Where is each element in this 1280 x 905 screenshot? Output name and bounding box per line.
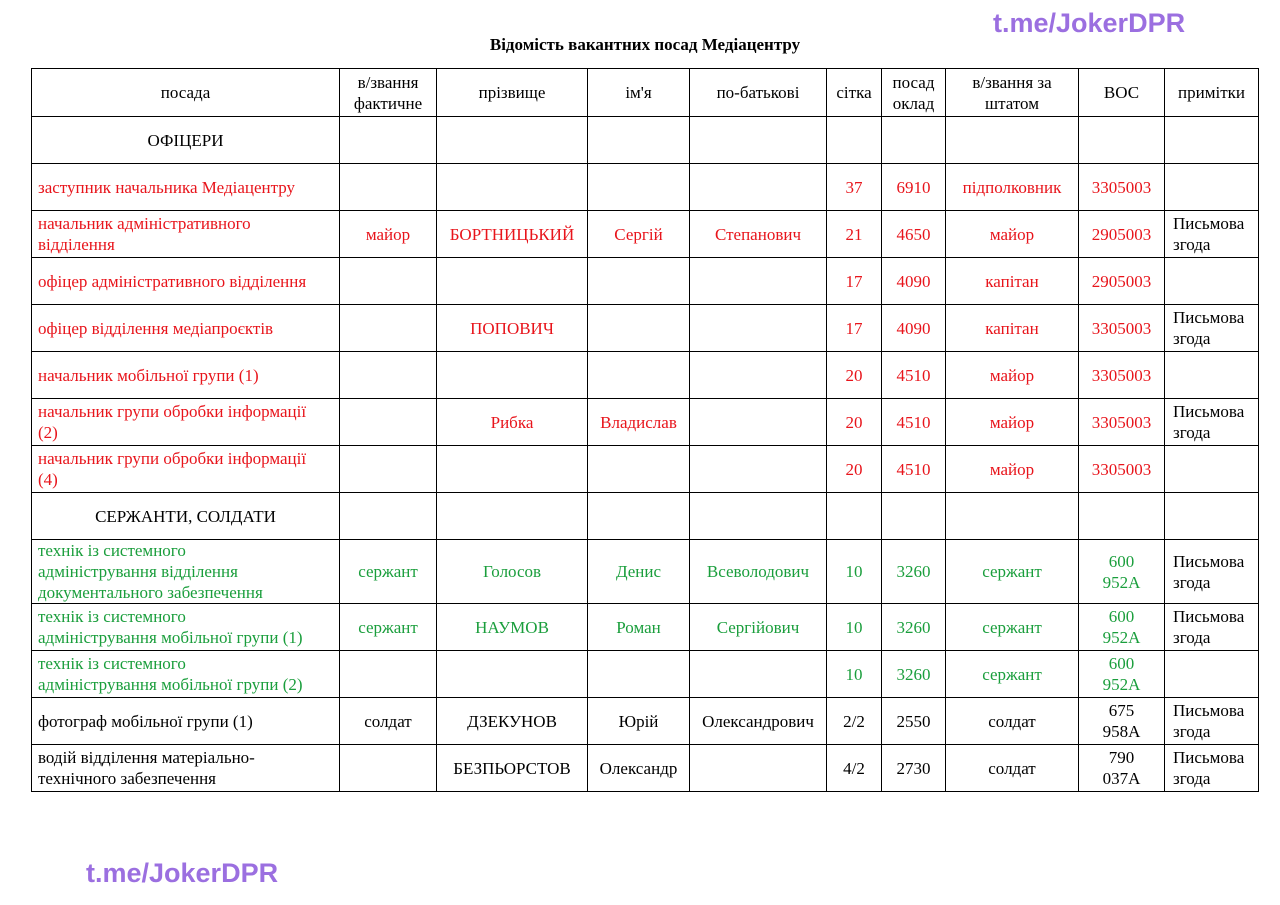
cell-salary: 2550 [882,698,946,745]
cell-patronymic [690,399,827,446]
cell-staff-rank: сержант [946,651,1079,698]
header-grid: сітка [827,69,882,117]
cell-grid: 10 [827,604,882,651]
cell-notes: Письмова згода [1165,399,1259,446]
cell-rank-actual [340,745,437,792]
cell-rank-actual: майор [340,211,437,258]
cell-rank-actual [340,305,437,352]
cell-salary: 4510 [882,399,946,446]
header-surname: прізвище [437,69,588,117]
cell-rank-actual: сержант [340,604,437,651]
table-row [32,745,1259,792]
cell-staff-rank: сержант [946,604,1079,651]
cell-salary: 3260 [882,651,946,698]
cell-position: начальник адміністративного відділення [32,211,340,258]
cell-surname [437,164,588,211]
header-notes: примітки [1165,69,1259,117]
cell-rank-actual [340,258,437,305]
cell-patronymic [690,745,827,792]
cell-vos: 600 952А [1079,540,1165,604]
section-row-officers [32,117,1259,164]
header-patronymic: по-батькові [690,69,827,117]
cell-notes: Письмова згода [1165,211,1259,258]
cell-surname: БОРТНИЦЬКИЙ [437,211,588,258]
watermark-bottom: t.me/JokerDPR [86,858,279,888]
cell-position: заступник начальника Медіацентру [32,164,340,211]
cell-name: Олександр [588,745,690,792]
cell-patronymic [690,651,827,698]
cell-position: начальник мобільної групи (1) [32,352,340,399]
cell-vos: 600 952А [1079,651,1165,698]
cell-salary: 4090 [882,258,946,305]
cell-grid: 20 [827,352,882,399]
cell-surname: БЕЗПЬОРСТОВ [437,745,588,792]
cell-staff-rank: капітан [946,305,1079,352]
cell-grid: 20 [827,446,882,493]
cell-salary: 4650 [882,211,946,258]
cell-surname: ДЗЕКУНОВ [437,698,588,745]
cell-grid: 17 [827,305,882,352]
cell-surname [437,352,588,399]
cell-name: Владислав [588,399,690,446]
cell-surname: ПОПОВИЧ [437,305,588,352]
header-salary: посад оклад [882,69,946,117]
header-position: посада [32,69,340,117]
table-row [32,164,1259,211]
cell-surname: Голосов [437,540,588,604]
cell-rank-actual [340,651,437,698]
cell-vos: 600 952А [1079,604,1165,651]
table-row [32,446,1259,493]
cell-notes [1165,164,1259,211]
cell-rank-actual [340,399,437,446]
cell-staff-rank: сержант [946,540,1079,604]
cell-grid: 10 [827,540,882,604]
cell-name [588,258,690,305]
cell-grid: 2/2 [827,698,882,745]
cell-position: технік із системного адміністрування відділення документального забезпечення [32,540,340,604]
cell-vos: 3305003 [1079,352,1165,399]
cell-vos: 2905003 [1079,258,1165,305]
cell-salary: 3260 [882,540,946,604]
header-name: ім'я [588,69,690,117]
header-rank-actual: в/звання фактичне [340,69,437,117]
cell-patronymic: Всеволодович [690,540,827,604]
cell-patronymic [690,446,827,493]
cell-staff-rank: капітан [946,258,1079,305]
cell-patronymic: Сергійович [690,604,827,651]
section-title-officers: ОФІЦЕРИ [32,117,340,164]
cell-vos: 3305003 [1079,305,1165,352]
cell-name [588,352,690,399]
cell-surname [437,258,588,305]
cell-salary: 6910 [882,164,946,211]
cell-notes: Письмова згода [1165,698,1259,745]
cell-name [588,164,690,211]
cell-notes [1165,446,1259,493]
cell-position: водій відділення матеріально- технічного забезпечення [32,745,340,792]
cell-notes [1165,258,1259,305]
table-row [32,211,1259,258]
cell-vos: 3305003 [1079,399,1165,446]
cell-rank-actual [340,446,437,493]
cell-staff-rank: майор [946,399,1079,446]
cell-rank-actual [340,164,437,211]
cell-staff-rank: солдат [946,698,1079,745]
cell-salary: 4090 [882,305,946,352]
table-row [32,399,1259,446]
table-row [32,604,1259,651]
cell-grid: 10 [827,651,882,698]
cell-grid: 37 [827,164,882,211]
cell-name [588,651,690,698]
cell-patronymic: Степанович [690,211,827,258]
cell-position: технік із системного адміністрування мобільної групи (1) [32,604,340,651]
cell-name: Денис [588,540,690,604]
cell-vos: 2905003 [1079,211,1165,258]
table-row [32,305,1259,352]
cell-surname: НАУМОВ [437,604,588,651]
cell-surname [437,446,588,493]
cell-rank-actual: солдат [340,698,437,745]
cell-vos: 3305003 [1079,164,1165,211]
cell-staff-rank: підполковник [946,164,1079,211]
cell-surname: Рибка [437,399,588,446]
cell-staff-rank: майор [946,446,1079,493]
cell-salary: 4510 [882,446,946,493]
vacancy-table [31,68,1259,792]
header-row [32,69,1259,117]
cell-name [588,446,690,493]
table-row [32,651,1259,698]
cell-position: офіцер адміністративного відділення [32,258,340,305]
cell-position: офіцер відділення медіапроєктів [32,305,340,352]
cell-name: Роман [588,604,690,651]
cell-notes: Письмова згода [1165,540,1259,604]
cell-staff-rank: майор [946,211,1079,258]
table-row [32,698,1259,745]
cell-salary: 3260 [882,604,946,651]
cell-vos: 790 037А [1079,745,1165,792]
cell-patronymic [690,164,827,211]
cell-patronymic [690,258,827,305]
cell-vos: 3305003 [1079,446,1165,493]
cell-patronymic [690,305,827,352]
cell-name: Сергій [588,211,690,258]
cell-grid: 21 [827,211,882,258]
cell-patronymic: Олександрович [690,698,827,745]
cell-name [588,305,690,352]
cell-patronymic [690,352,827,399]
cell-notes: Письмова згода [1165,604,1259,651]
section-row-enlisted [32,493,1259,540]
cell-position: фотограф мобільної групи (1) [32,698,340,745]
table-row [32,352,1259,399]
header-vos: ВОС [1079,69,1165,117]
cell-vos: 675 958А [1079,698,1165,745]
cell-rank-actual [340,352,437,399]
cell-notes: Письмова згода [1165,745,1259,792]
cell-grid: 17 [827,258,882,305]
cell-notes: Письмова згода [1165,305,1259,352]
cell-name: Юрій [588,698,690,745]
cell-notes [1165,651,1259,698]
cell-salary: 2730 [882,745,946,792]
watermark-top: t.me/JokerDPR [993,8,1186,38]
page-title: Відомість вакантних посад Медіацентру [489,35,801,54]
cell-position: технік із системного адміністрування мобільної групи (2) [32,651,340,698]
section-title-enlisted: СЕРЖАНТИ, СОЛДАТИ [32,493,340,540]
cell-salary: 4510 [882,352,946,399]
cell-staff-rank: майор [946,352,1079,399]
cell-notes [1165,352,1259,399]
cell-position: начальник групи обробки інформації (4) [32,446,340,493]
table-row [32,540,1259,604]
cell-grid: 4/2 [827,745,882,792]
cell-surname [437,651,588,698]
table-row [32,258,1259,305]
cell-staff-rank: солдат [946,745,1079,792]
cell-position: начальник групи обробки інформації (2) [32,399,340,446]
header-staff-rank: в/звання за штатом [946,69,1079,117]
cell-rank-actual: сержант [340,540,437,604]
cell-grid: 20 [827,399,882,446]
